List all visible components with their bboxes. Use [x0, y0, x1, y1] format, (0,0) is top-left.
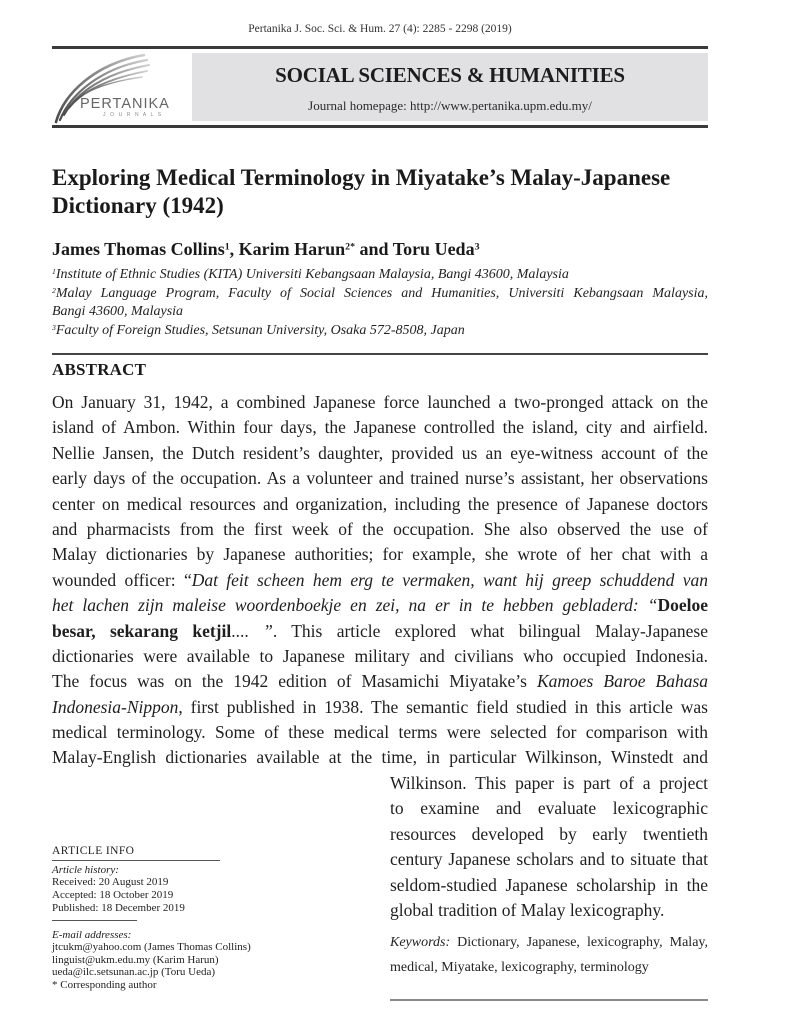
abstract-line [52, 669, 708, 694]
author-list [52, 238, 708, 260]
abstract-line [390, 873, 708, 898]
italic-text: Dat feit scheen hem erg te vermaken, want hij greep schuddend van [191, 569, 708, 590]
author-separator: and [355, 239, 393, 259]
text-run: The focus was on the 1942 edition of Masamichi Miyatake’s [52, 671, 537, 692]
text-run: Nellie Jansen, the Dutch resident’s daughter, provided us an eye-witness account of the [52, 442, 708, 463]
text-run: center on medical resources and organization, including the presence of Japanese doctors [52, 493, 708, 514]
journal-section-title: SOCIAL SCIENCES & HUMANITIES [275, 63, 625, 87]
affiliations [52, 266, 708, 340]
email-addresses-label: E-mail addresses: [52, 928, 132, 941]
published-date: Published: 18 December 2019 [52, 901, 185, 914]
journal-banner [192, 53, 708, 121]
affiliation-1 [52, 266, 708, 285]
abstract-line [390, 796, 708, 821]
author-name: Toru Ueda [392, 239, 475, 259]
affiliation-mark: 2 [52, 285, 56, 295]
accepted-date: Accepted: 18 October 2019 [52, 889, 174, 902]
text-run: to examine and evaluate lexicographic [390, 798, 708, 819]
affiliation-mark: 3 [52, 322, 56, 332]
text-run: island of Ambon. Within four days, the Japanese controlled the island, city and airfield. [52, 417, 708, 438]
article-info-short-rule [52, 920, 137, 921]
received-date: Received: 20 August 2019 [52, 876, 169, 889]
author-affiliation-mark: 1 [224, 241, 230, 253]
journal-homepage-link[interactable]: Journal homepage: http://www.pertanika.upm.edu.my/ [308, 98, 592, 113]
abstract-line [52, 517, 708, 542]
abstract-line [52, 415, 708, 440]
affiliation-text: Malay Language Program, Faculty of Social Sciences and Humanities, Universiti Kebangsaan Malaysia, [55, 285, 708, 301]
author-name: James Thomas Collins [52, 239, 225, 259]
article-title [52, 164, 708, 220]
text-run: dictionaries were available to Japanese military and civilians who occupied Indonesia. [52, 645, 708, 666]
author-affiliation-mark: 2* [345, 241, 356, 253]
article-title-line: Dictionary (1942) [52, 193, 224, 218]
abstract-line [390, 822, 708, 847]
abstract-heading: ABSTRACT [52, 360, 147, 379]
abstract-line [52, 695, 708, 720]
keywords-line [390, 930, 708, 955]
text-run: early days of the occupation. As a volunteer and trained nurse’s assistant, her observations [52, 468, 708, 489]
abstract-line [52, 644, 708, 669]
abstract-line [52, 568, 708, 593]
abstract-line [52, 593, 708, 618]
text-run: seldom-studied Japanese scholarship in the [390, 874, 708, 895]
keywords [390, 930, 708, 980]
email-collins[interactable]: jtcukm@yahoo.com (James Thomas Collins) [52, 941, 251, 953]
email-ueda[interactable]: ueda@ilc.setsunan.ac.jp (Toru Ueda) [52, 966, 215, 978]
text-run: resources developed by early twentieth [390, 823, 708, 844]
text-run: Malay dictionaries by Japanese authorities; for example, she wrote of her chat with a [52, 544, 708, 565]
text-run: and pharmacists from the first week of the occupation. She also observed the use of [52, 518, 708, 539]
logo-subtitle: J O U R N A L S [103, 112, 163, 118]
text-run: Malay-English dictionaries available at the time, in particular Wilkinson, Winstedt and [52, 747, 708, 768]
corresponding-author-note: * Corresponding author [52, 978, 157, 991]
text-run: medical terminology. Some of these medical terms were selected for comparison with [52, 722, 708, 743]
logo-wordmark: PERTANIKA [80, 96, 170, 112]
abstract-body-column [390, 771, 708, 923]
header-bottom-rule [52, 125, 708, 128]
abstract-line [52, 745, 708, 770]
article-history [52, 864, 185, 915]
abstract-rule [52, 353, 708, 355]
author-affiliation-mark: 3 [474, 241, 480, 253]
keywords-line [390, 955, 708, 980]
keywords-text: Dictionary, Japanese, lexicography, Malay, [450, 934, 708, 950]
affiliation-mark: 1 [52, 266, 56, 276]
author-separator: , [229, 239, 239, 259]
italic-text: Kamoes Baroe Bahasa [536, 671, 708, 692]
keywords-rule [390, 999, 708, 1001]
abstract-body [52, 390, 708, 771]
pertanika-logo [52, 52, 188, 124]
abstract-line [52, 619, 708, 644]
article-title-line: Exploring Medical Terminology in Miyatake’s Malay-Japanese [52, 165, 671, 190]
text-run: On January 31, 1942, a combined Japanese force launched a two-pronged attack on the [52, 392, 708, 412]
text-run: , first published in 1938. The semantic field studied in this article was [178, 696, 708, 717]
author-name: Karim Harun [238, 239, 346, 259]
text-run: wounded officer: “ [52, 569, 192, 590]
text-run: century Japanese scholars and to situate that [390, 849, 708, 870]
text-run: .... [231, 620, 249, 641]
abstract-line [390, 847, 708, 872]
article-history-label: Article history: [52, 863, 119, 876]
article-info-heading: ARTICLE INFO [52, 845, 135, 857]
keywords-label: Keywords: [390, 934, 451, 950]
text-run: Wilkinson. This paper is part of a project [390, 773, 708, 793]
header-top-rule [52, 46, 708, 49]
text-run: global tradition of Malay lexicography. [390, 899, 665, 920]
email-addresses [52, 929, 251, 992]
affiliation-2 [52, 285, 708, 304]
abstract-line [52, 492, 708, 517]
abstract-line [390, 898, 708, 923]
italic-text: ” [248, 620, 273, 641]
abstract-line [52, 390, 708, 415]
affiliation-3 [52, 322, 708, 341]
text-run: . This article explored what bilingual Malay-Japanese [272, 620, 708, 641]
affiliation-text: Institute of Ethnic Studies (KITA) Universiti Kebangsaan Malaysia, Bangi 43600, Malaysia [55, 267, 569, 282]
abstract-line [390, 771, 708, 796]
abstract-line [52, 466, 708, 491]
affiliation-2-continued [52, 303, 708, 322]
bold-text: Doeloe [657, 595, 708, 616]
italic-text: Indonesia-Nippon [52, 696, 179, 717]
article-info-rule [52, 860, 220, 861]
affiliation-text: Bangi 43600, Malaysia [52, 304, 184, 319]
italic-text: het lachen zijn maleise woordenboekje en zei, na er in te hebben gebladerd: “ [52, 595, 658, 616]
bold-text: besar, sekarang ketjil [52, 620, 232, 641]
keywords-text: medical, Miyatake, lexicography, terminology [390, 959, 649, 975]
abstract-line [52, 720, 708, 745]
abstract-line [52, 542, 708, 567]
affiliation-text: Faculty of Foreign Studies, Setsunan University, Osaka 572-8508, Japan [55, 322, 465, 338]
abstract-line [52, 441, 708, 466]
journal-citation: Pertanika J. Soc. Sci. & Hum. 27 (4): 2285 - 2298 (2019) [248, 23, 512, 35]
email-harun[interactable]: linguist@ukm.edu.my (Karim Harun) [52, 953, 219, 966]
